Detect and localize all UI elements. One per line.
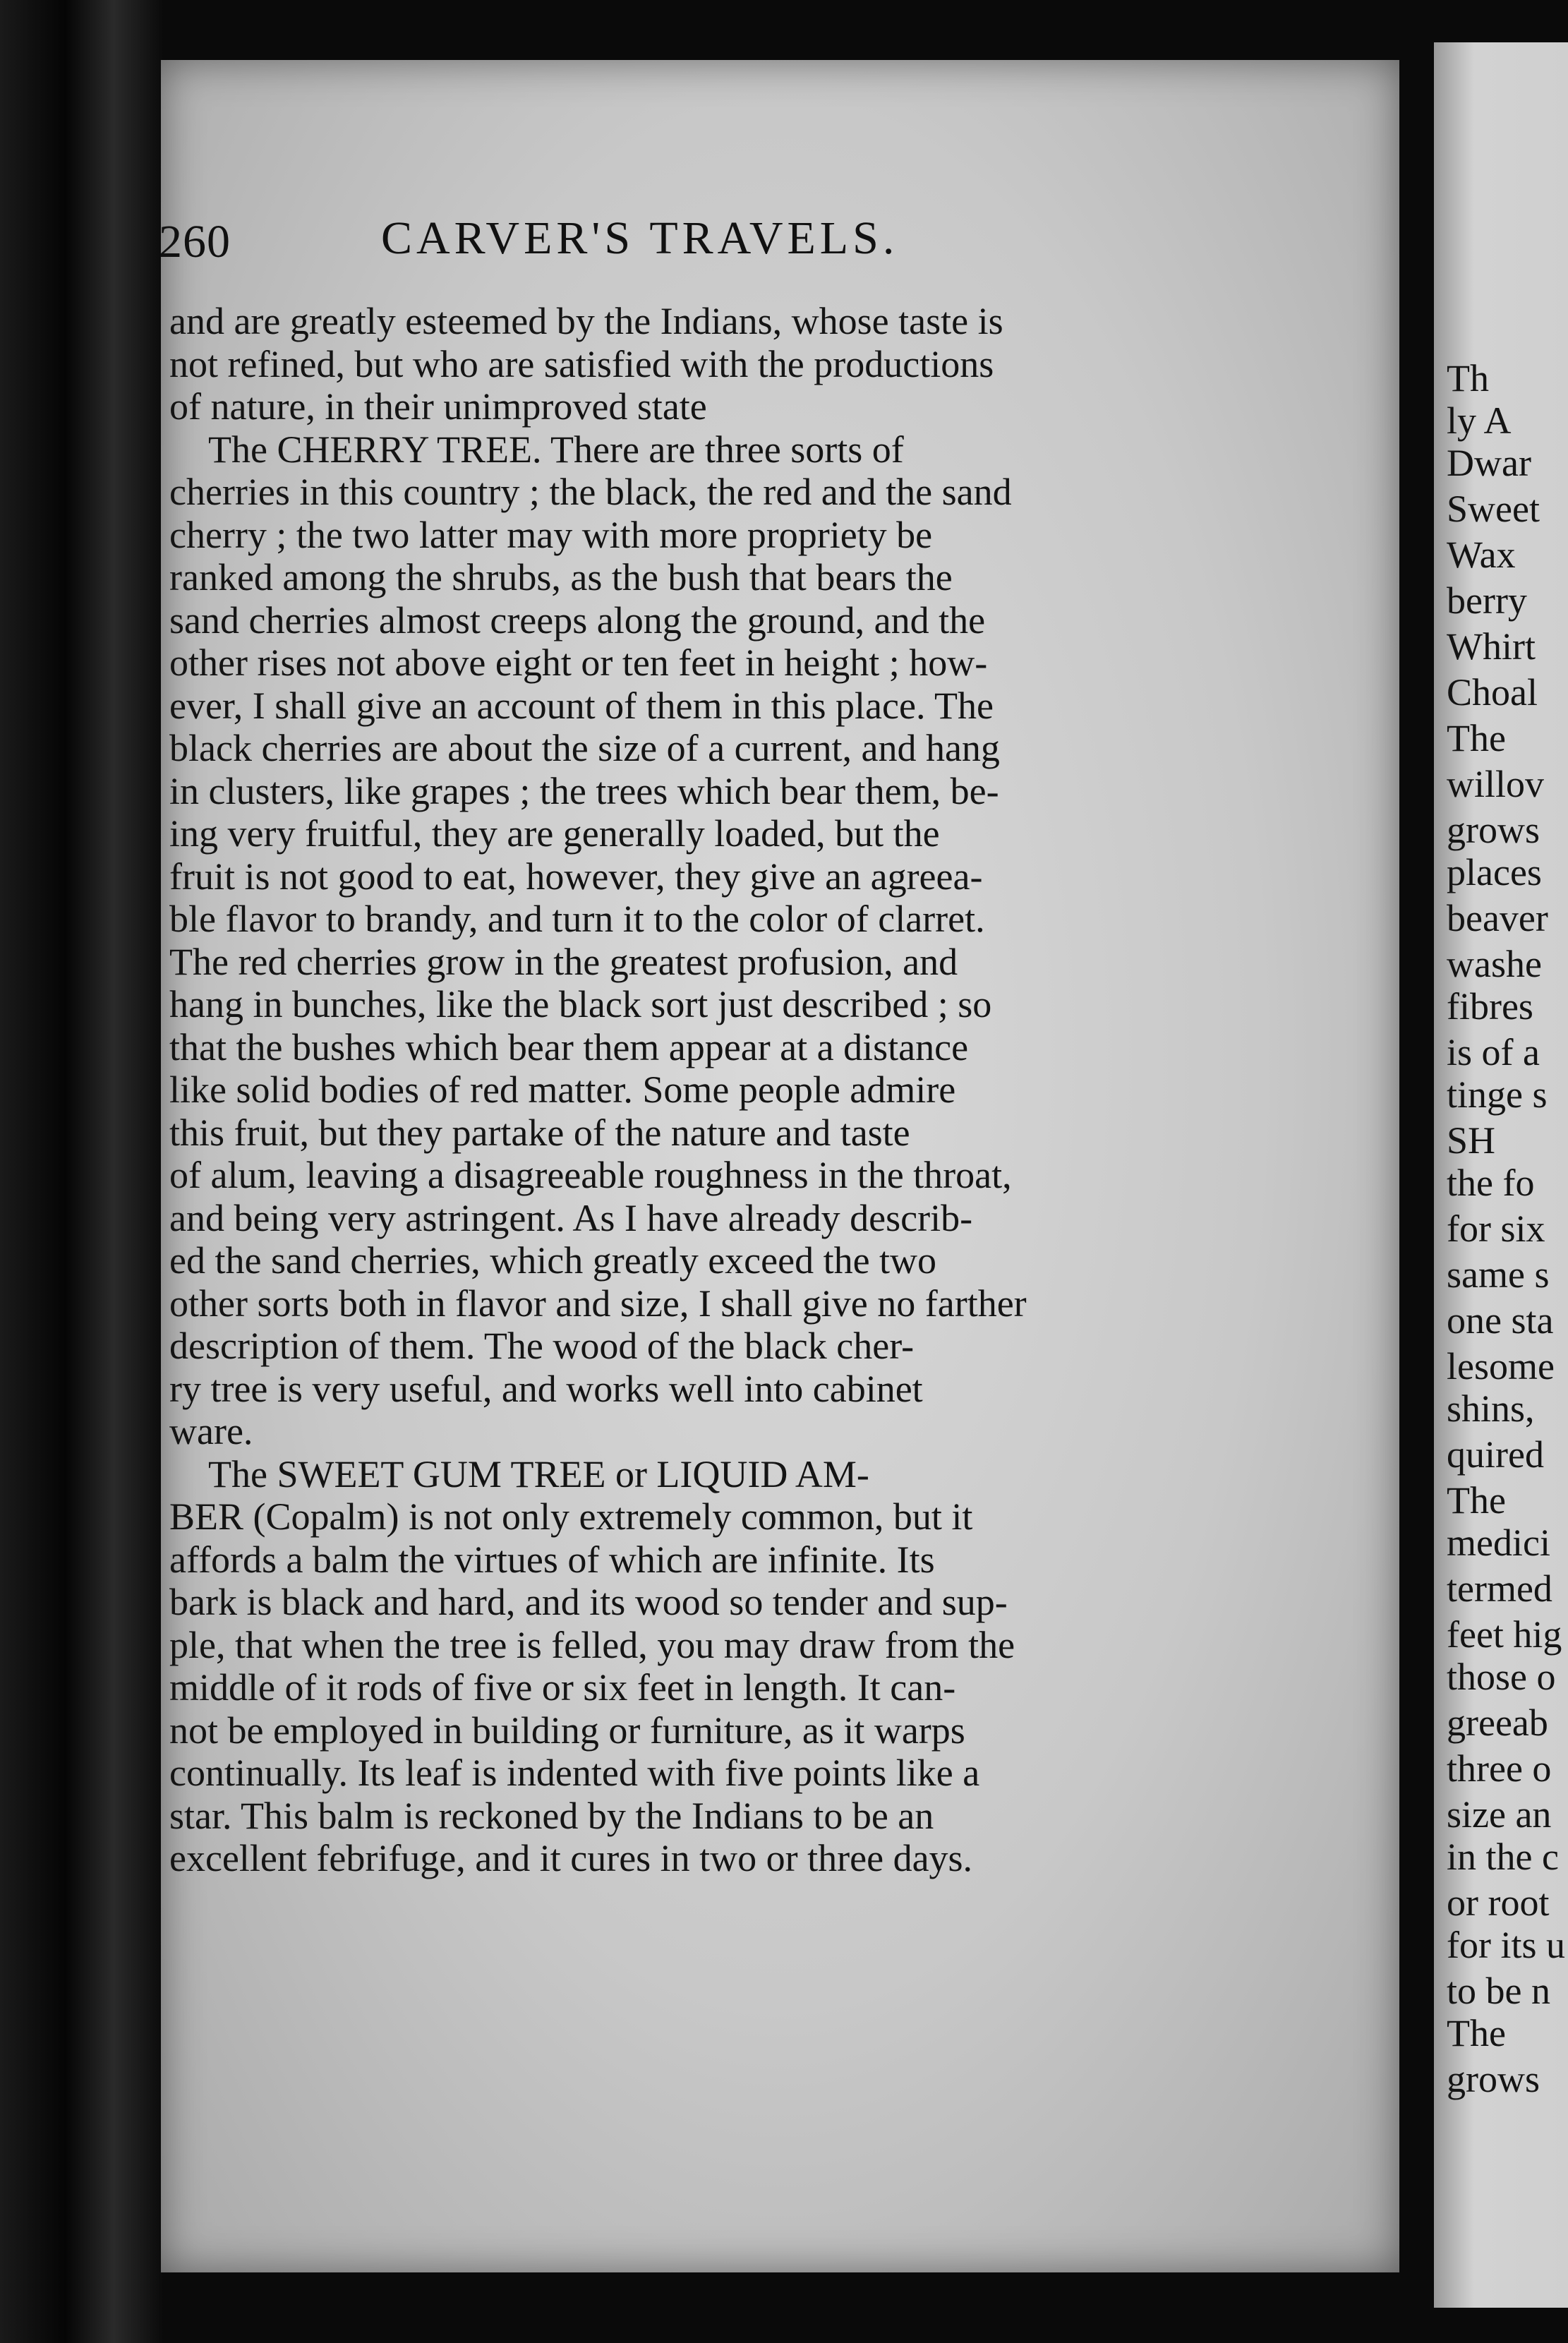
text-line: ware.: [169, 1410, 253, 1452]
text-line: in clusters, like grapes ; the trees which bear them, be-: [169, 769, 999, 812]
page-number: 260: [159, 216, 231, 267]
right-page-line: Sweet: [1447, 488, 1540, 530]
right-page-line: quired: [1447, 1433, 1544, 1476]
right-page-line: three o: [1447, 1747, 1552, 1790]
right-page-line: willov: [1447, 763, 1545, 805]
bleed-through-line: [169, 1969, 1298, 2008]
text-line: middle of it rods of five or six feet in length. It can-: [169, 1666, 956, 1709]
text-line: sand cherries almost creeps along the ground, and the: [169, 598, 986, 642]
text-line: ing very fruitful, they are generally loaded, but the: [169, 812, 940, 855]
text-line: black cherries are about the size of a current, and hang: [169, 727, 1000, 769]
book-gutter: [0, 0, 162, 2343]
right-page-line: feet hig: [1447, 1613, 1562, 1656]
text-line: The CHERRY TREE. There are three sorts of: [208, 428, 904, 471]
bleed-through-line: [169, 2008, 1298, 2047]
text-line: affords a balm the virtues of which are infinite. Its: [169, 1538, 935, 1581]
right-page-line: termed: [1447, 1567, 1552, 1610]
running-head: CARVER'S TRAVELS.: [381, 212, 899, 264]
text-line: ever, I shall give an account of them in this place. The: [169, 684, 994, 727]
text-line: and are greatly esteemed by the Indians, whose taste is: [169, 300, 1003, 342]
right-page-line: places: [1447, 851, 1542, 893]
right-page-line: SH: [1447, 1119, 1496, 1162]
text-line: this fruit, but they partake of the nature and taste: [169, 1111, 910, 1154]
text-line: other sorts both in flavor and size, I shall give no farther: [169, 1282, 1027, 1325]
right-page-line: for its u: [1447, 1924, 1565, 1966]
right-page-line: shins,: [1447, 1387, 1535, 1430]
body-text: [169, 300, 1358, 1880]
right-page-line: The: [1447, 1479, 1506, 1522]
right-page-line: is of a: [1447, 1031, 1540, 1073]
right-page-line: for six: [1447, 1207, 1545, 1250]
right-page-line: same s: [1447, 1253, 1550, 1296]
right-page-line: Whirt: [1447, 625, 1536, 668]
right-page-line: in the c: [1447, 1836, 1559, 1878]
right-page-line: The: [1447, 717, 1506, 759]
text-line: ple, that when the tree is felled, you may draw from the: [169, 1623, 1015, 1666]
right-page-line: grows: [1447, 809, 1540, 851]
right-page-line: Th: [1447, 357, 1489, 399]
text-line: and being very astringent. As I have already describ-: [169, 1196, 973, 1239]
right-page-line: berry: [1447, 579, 1527, 622]
text-line: cherries in this country ; the black, the red and the sand: [169, 471, 1012, 513]
text-line: like solid bodies of red matter. Some people admire: [169, 1068, 956, 1111]
text-line: of nature, in their unimproved state: [169, 385, 707, 428]
text-line: ble flavor to brandy, and turn it to the color of clarret.: [169, 898, 985, 940]
text-line: hang in bunches, like the black sort just described ; so: [169, 983, 992, 1025]
text-line: other rises not above eight or ten feet in height ; how-: [169, 642, 988, 684]
text-line: bark is black and hard, and its wood so tender and sup-: [169, 1581, 1008, 1623]
right-page-line: lesome: [1447, 1345, 1555, 1387]
bleed-through-line: [169, 2085, 1298, 2124]
right-page-line: the fo: [1447, 1162, 1535, 1204]
right-page-line: tinge s: [1447, 1073, 1548, 1116]
right-page-line: size an: [1447, 1793, 1552, 1836]
text-line: not be employed in building or furniture, as it warps: [169, 1709, 965, 1752]
right-page-line: washe: [1447, 943, 1542, 985]
text-line: ranked among the shrubs, as the bush that bears the: [169, 556, 953, 598]
text-line: excellent febrifuge, and it cures in two or three days.: [169, 1837, 973, 1879]
text-line: of alum, leaving a disagreeable roughness in the throat,: [169, 1154, 1012, 1196]
right-page-line: Dwar: [1447, 442, 1531, 484]
right-page-line: greeab: [1447, 1701, 1548, 1744]
right-page-line: medici: [1447, 1522, 1550, 1564]
text-line: ed the sand cherries, which greatly exceed the two: [169, 1239, 937, 1282]
text-line: fruit is not good to eat, however, they give an agreea-: [169, 855, 983, 898]
right-page-line: Choal: [1447, 671, 1538, 713]
right-page-line: The: [1447, 2012, 1506, 2054]
text-line: The SWEET GUM TREE or LIQUID AM-: [208, 1452, 869, 1495]
text-line: that the bushes which bear them appear at a distance: [169, 1025, 969, 1068]
text-line: description of them. The wood of the black cher-: [169, 1325, 915, 1367]
text-line: The red cherries grow in the greatest profusion, and: [169, 940, 958, 983]
right-page-line: grows: [1447, 2058, 1540, 2100]
right-page-line: one sta: [1447, 1299, 1554, 1342]
text-line: BER (Copalm) is not only extremely common, but it: [169, 1495, 973, 1538]
right-page-line: to be n: [1447, 1970, 1550, 2012]
text-line: continually. Its leaf is indented with five points like a: [169, 1752, 980, 1794]
right-page-line: fibres: [1447, 985, 1533, 1028]
text-line: ry tree is very useful, and works well into cabinet: [169, 1367, 923, 1410]
text-line: not refined, but who are satisfied with the productions: [169, 342, 994, 385]
bleed-through-text: [169, 1969, 1298, 2124]
right-page-line: beaver: [1447, 897, 1548, 939]
right-page-line: Wax: [1447, 534, 1516, 576]
text-line: cherry ; the two latter may with more propriety be: [169, 513, 933, 556]
bleed-through-line: [169, 2047, 1298, 2085]
right-page-line: or root: [1447, 1881, 1550, 1924]
right-page-line: ly A: [1447, 399, 1512, 442]
text-line: star. This balm is reckoned by the Indians to be an: [169, 1794, 934, 1837]
right-page-line: those o: [1447, 1656, 1556, 1698]
